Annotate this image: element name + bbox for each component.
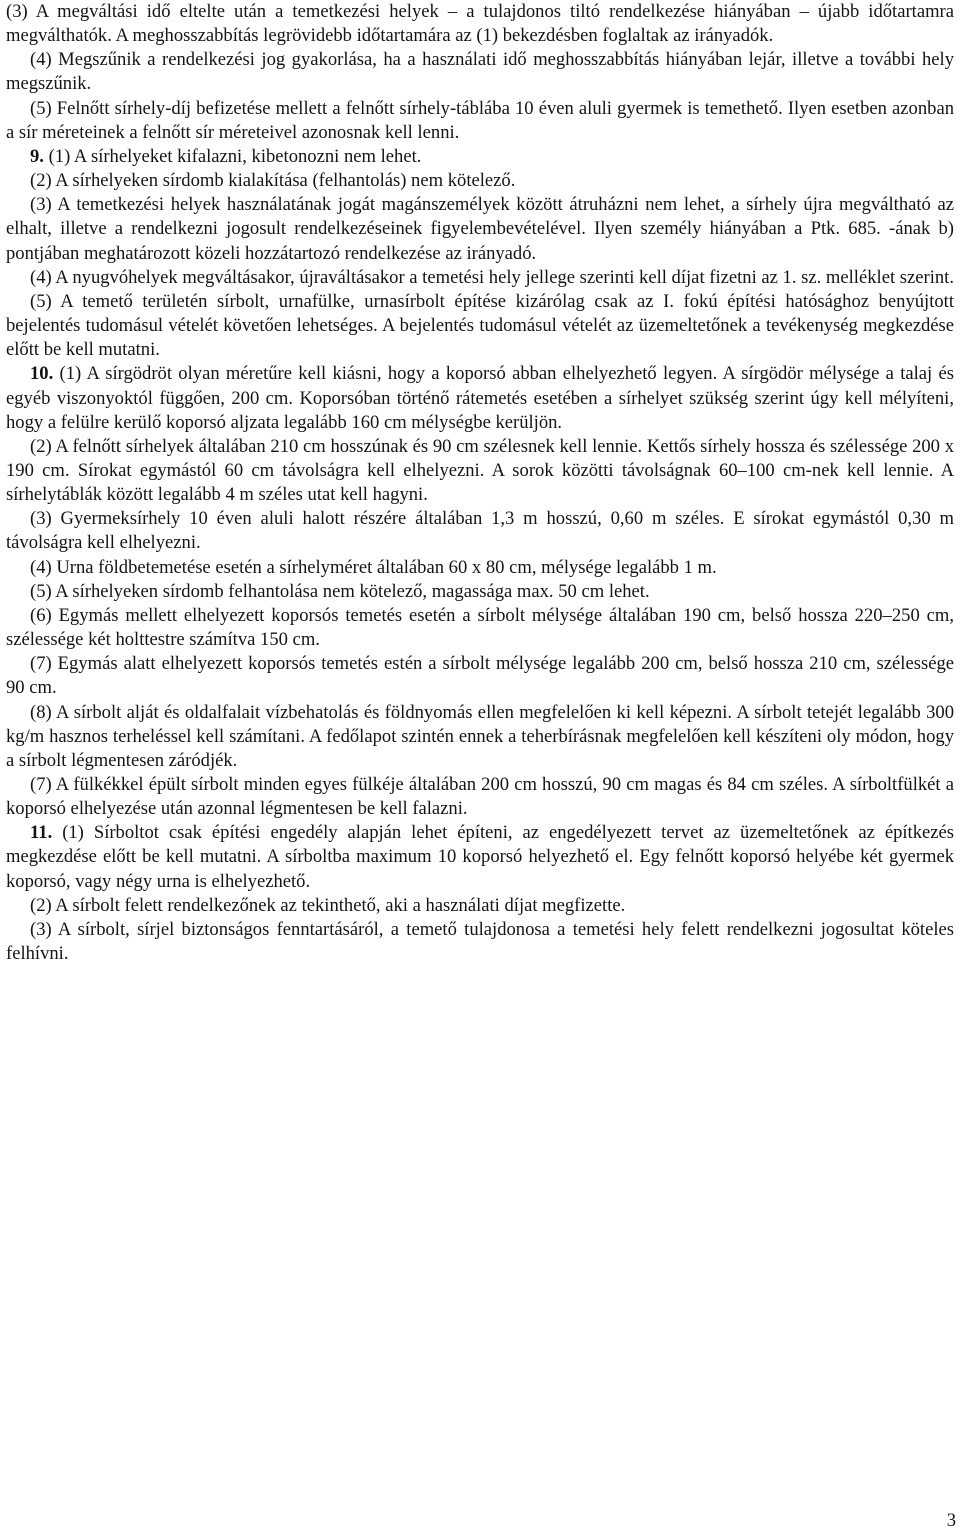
section-10-paragraph-7b: (7) A fülkékkel épült sírbolt minden egyes fülkéje általában 200 cm hosszú, 90 cm magas és 84 cm széles. A sírboltfülkét a koporsó elhelyezése után azonnal légmentesen be kell falazni. <box>6 774 954 820</box>
section-10-paragraph-5: (5) A sírhelyeken sírdomb felhantolása nem kötelező, magassága max. 50 cm lehet. <box>30 580 650 602</box>
section-10-paragraph-2: (2) A felnőtt sírhelyek általában 210 cm hosszúnak és 90 cm szélesnek kell lennie. Kettős sírhely hossza és szélessége 200 x 190 cm. Sírokat egymástól 60 cm távolságra kell elhelyezni. A sorok közötti távolságnak 60–100 cm-nek kell lennie. A sírhelytáblák között legalább 4 m széles utat kell hagyni. <box>6 435 954 506</box>
section-9-paragraph-1: 9. (1) A sírhelyeket kifalazni, kibetonozni nem lehet. <box>30 145 422 167</box>
section-10-paragraph-3: (3) Gyermeksírhely 10 éven aluli halott részére általában 1,3 m hosszú, 0,60 m széles. E sírokat egymástól 0,30 m távolságra kell elhelyezni. <box>6 508 954 554</box>
page-number: 3 <box>946 1510 956 1531</box>
section-11-paragraph-2: (2) A sírbolt felett rendelkezőnek az tekinthető, aki a használati díjat megfizette. <box>30 894 626 916</box>
section-9-paragraph-4: (4) A nyugvóhelyek megváltásakor, újraváltásakor a temetési hely jellege szerinti kell díjat fizetni az 1. sz. melléklet szerint. <box>30 266 954 288</box>
document-page <box>6 0 954 966</box>
section-10-paragraph-4: (4) Urna földbetemetése esetén a sírhelyméret általában 60 x 80 cm, mélysége legalább 1 m. <box>30 556 717 578</box>
section-number: 11. <box>30 822 53 844</box>
paragraph-5-felnott-sirhely: (5) Felnőtt sírhely-díj befizetése mellett a felnőtt sírhely-táblába 10 éven aluli gyermek is temethető. Ilyen esetben azonban a sír méreteinek a felnőtt sír méreteivel azonosnak kell lenni. <box>6 97 954 143</box>
section-number: 10. <box>30 363 54 385</box>
section-11-paragraph-1: 11. (1) Sírboltot csak építési engedély alapján lehet építeni, az engedélyezett tervet az üzemeltetőnek az építkezés megkezdése előtt be kell mutatni. A sírboltba maximum 10 koporsó helyezhető el. Egy felnőtt koporsó helyébe két gyermek koporsó, vagy négy urna is elhelyezhető. <box>6 822 954 892</box>
paragraph-3-megvaltasi-ido: (3) A megváltási idő eltelte után a temetkezési helyek – a tulajdonos tiltó rendelkezése hiányában – újabb időtartamra megválthatók. A meghosszabbítás legrövidebb időtartamára az (1) bekezdésben foglaltak az irányadók. <box>6 1 954 47</box>
section-10-paragraph-1: 10. (1) A sírgödröt olyan méretűre kell kiásni, hogy a koporsó abban elhelyezhető legyen. A sírgödör mélysége a talaj és egyéb viszonyoktól függően, 200 cm. Koporsóban történő rátemetés esetében a sírhelyet szükség szerint úgy kell mélyíteni, hogy a felülre kerülő koporsó aljzata legalább 160 cm mélységbe kerüljön. <box>6 363 954 433</box>
section-9-paragraph-5: (5) A temető területén sírbolt, urnafülke, urnasírbolt építése kizárólag csak az I. fokú építési hatósághoz benyújtott bejelentés tudomásul vételét követően lehetséges. A bejelentés tudomásul vételét az üzemeltetőnek a tevékenység megkezdése előtt be kell mutatni. <box>6 290 954 361</box>
section-10-paragraph-8: (8) A sírbolt alját és oldalfalait vízbehatolás és földnyomás ellen megfelelően ki kell képezni. A sírbolt tetejét legalább 300 kg/m hasznos terheléssel kell számítani. A fedőlapot szintén ennek a teherbírásnak megfelelően kell készíteni oly módon, hogy a sírbolt légmentesen záródjék. <box>6 701 954 771</box>
section-10-paragraph-6: (6) Egymás mellett elhelyezett koporsós temetés esetén a sírbolt mélysége általában 190 cm, belső hossza 220–250 cm, szélessége két holttestre számítva 150 cm. <box>6 604 954 651</box>
paragraph-4-megszunik: (4) Megszűnik a rendelkezési jog gyakorlása, ha a használati idő meghosszabbítás hiányában lejár, illetve a további hely megszűnik. <box>6 49 954 95</box>
section-9-paragraph-3: (3) A temetkezési helyek használatának jogát magánszemélyek között átruházni nem lehet, a sírhely újra megváltható az elhalt, illetve a rendelkezni jogosult rendelkezéseinek figyelembevételével. Ilyen személy hiányában a Ptk. 685. -ának b) pontjában meghatározott közeli hozzátartozó rendelkezése az irányadó. <box>6 194 954 264</box>
section-number: 9. <box>30 145 44 167</box>
section-9-paragraph-2: (2) A sírhelyeken sírdomb kialakítása (felhantolás) nem kötelező. <box>30 170 516 192</box>
section-10-paragraph-7: (7) Egymás alatt elhelyezett koporsós temetés estén a sírbolt mélysége legalább 200 cm, belső hossza 210 cm, szélessége 90 cm. <box>6 653 954 699</box>
section-11-paragraph-3: (3) A sírbolt, sírjel biztonságos fenntartásáról, a temető tulajdonosa a temetési hely felett rendelkezni jogosultat köteles felhívni. <box>6 918 954 965</box>
